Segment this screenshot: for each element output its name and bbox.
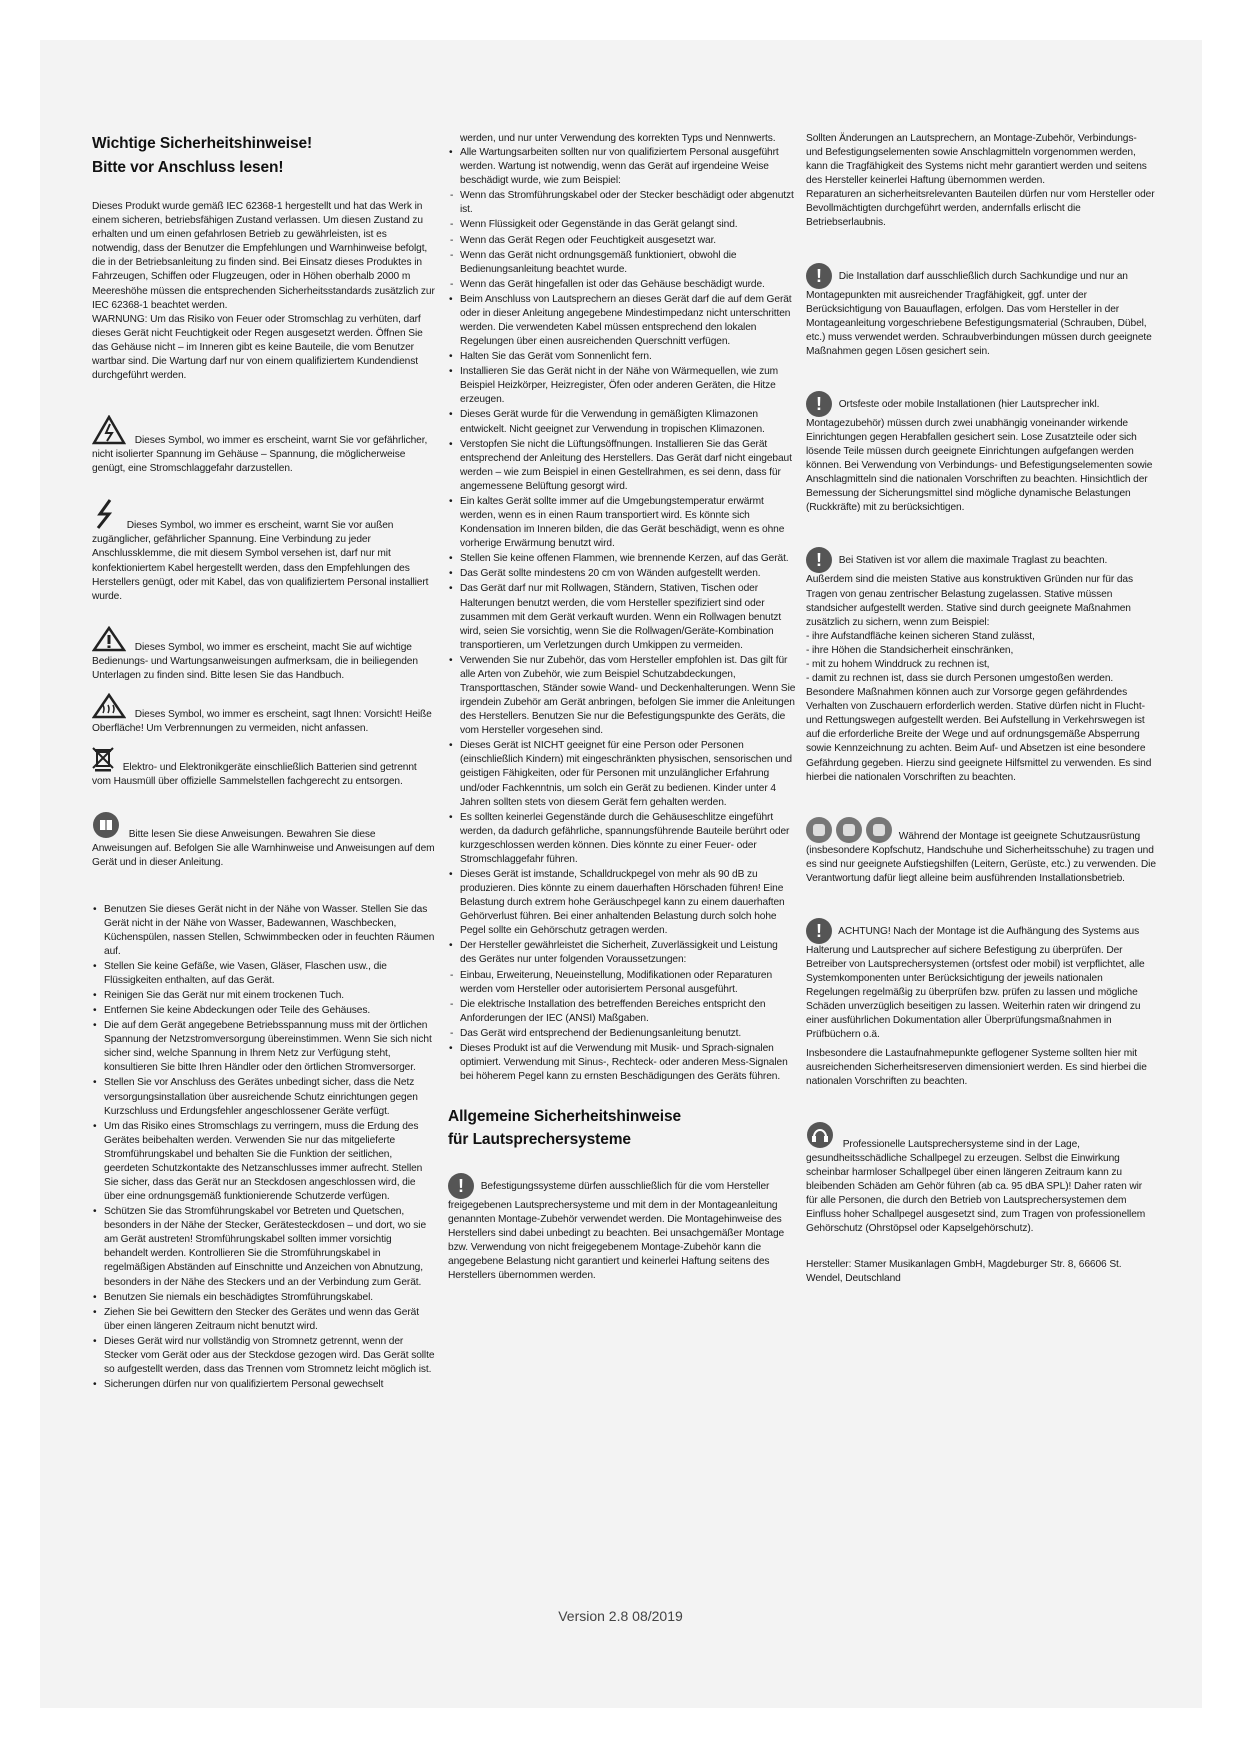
list-item: • Dieses Gerät ist NICHT geeignet für eine Person oder Personen (einschließlich Kindern) mit eingeschränkten physischen, sensorischen und geistigen Fähigkeiten, oder für Personen mit unzulänglicher Erfahrung und/oder Fachkenntnis, um solch ein Gerät zu bedienen. Kinder unter 4 Jahren sollten stets von diesem Gerät fern gehalten werden. bbox=[448, 739, 796, 809]
stand-condition: - ihre Höhen die Standsicherheit einschränken, bbox=[806, 644, 1014, 656]
list-item: • Entfernen Sie keine Abdeckungen oder Teile des Gehäuses. bbox=[92, 1004, 437, 1018]
list-item: • Alle Wartungsarbeiten sollten nur von qualifiziertem Personal ausgeführt werden. Wartung ist notwendig, wenn das Gerät auf irgendeine Weise beschädigt wurde, wie zum Beispiel: bbox=[448, 146, 796, 188]
warning-icon: ! bbox=[806, 391, 832, 417]
conditions-list bbox=[448, 969, 796, 1041]
safety-list-1 bbox=[92, 903, 437, 1393]
inspection-block: ! ACHTUNG! Nach der Montage ist die Aufhängung des Systems aus Halterung und Lautsprecher auf sichere Befestigung zu überprüfen. Der Betreiber von Lautsprechersystemen (ortsfest oder mobil) ist verpflichtet, alle Systemkomponenten unter Berücksichtigung der jeweils nationalen Regelungen regelmäßig zu überprüfen bzw. prüfen zu lassen und mögliche Schäden unverzüglich beseitigen zu lassen. Weiterhin raten wir dringend zu einer ausführlichen Dokumentation aller Überprüfungsmaßnahmen in Prüfbüchern o.ä. bbox=[806, 918, 1156, 1043]
symbol-weee-block: Elektro- und Elektronikgeräte einschließlich Batterien sind getrennt vom Hausmüll über offizielle Sammelstellen fachgerecht zu entsorgen. bbox=[92, 746, 437, 789]
warning-icon: ! bbox=[448, 1173, 474, 1199]
helmet-icon bbox=[806, 817, 832, 843]
hearing-block: Professionelle Lautsprechersysteme sind in der Lage, gesundheitsschädliche Schallpegel zu erzeugen. Selbst die Einwirkung scheinbar harmloser Schallpegel über einen längeren Zeitraum kann zu bleibenden Schäden am Gehör führen (ab ca. 95 dBA SPL)! Daher raten wir für alle Personen, die durch den Betrieb von Lautsprechersystemen dem Einfluss hoher Schallpegel ausgesetzt sind, zum Tragen von professionellem Gehörschutz (Ohrstöpsel oder Kapselgehörschutz). bbox=[806, 1121, 1156, 1237]
list-item: • Die auf dem Gerät angegebene Betriebsspannung muss mit der örtlichen Spannung der Netzstromversorgung übereinstimmen. Wenn Sie sich nicht sicher sind, welche Spannung in Ihrem Netz zur Verfügung steht, konsultieren Sie bitte Ihren Händler oder den örtlichen Stromversorger. bbox=[92, 1019, 437, 1075]
list-item: • Ziehen Sie bei Gewittern den Stecker des Gerätes und wenn das Gerät über einen längeren Zeitraum nicht benutzt wird. bbox=[92, 1306, 437, 1334]
list-item: • Dieses Gerät wird nur vollständig von Stromnetz getrennt, wenn der Stecker vom Gerät oder aus der Steckdose gezogen wird. Das Gerät sollte so aufgestellt werden, dass das Trennen vom Stromnetz leicht möglich ist. bbox=[92, 1335, 437, 1377]
continued-text: werden, und nur unter Verwendung des korrekten Typs und Nennwerts. bbox=[460, 133, 776, 144]
gloves-icon bbox=[866, 817, 892, 843]
symbol-bolt-block: Dieses Symbol, wo immer es erscheint, warnt Sie vor außen zugänglicher, gefährlicher Spannung. Eine Verbindung zu jeder Anschlussklemme, die mit diesem Symbol versehen ist, darf nur mit konfektioniertem Kabel hergestellt werden, dass den Empfehlungen des Herstellers genügt, oder mit Kabel, das von qualifiziertem Personal installiert wurde. bbox=[92, 498, 437, 603]
list-item: • Stellen Sie keine Gefäße, wie Vasen, Gläser, Flaschen usw., die Flüssigkeiten enthalten, auf das Gerät. bbox=[92, 960, 437, 988]
list-item: • Beim Anschluss von Lautsprechern an dieses Gerät darf die auf dem Gerät oder in dieser Anleitung angegebene Mindestimpedanz nicht unterschritten werden. Die verwendeten Kabel müssen entsprechend den lokalen Regelungen über einen ausreichenden Querschnitt verfügen. bbox=[448, 293, 796, 349]
list-item: • Sicherungen dürfen nur von qualifiziertem Personal gewechselt bbox=[92, 1378, 437, 1392]
list-item: - Wenn das Stromführungskabel oder der Stecker beschädigt oder abgenutzt ist. bbox=[448, 189, 796, 217]
warning-paragraph: WARNUNG: Um das Risiko von Feuer oder Stromschlag zu verhüten, darf dieses Gerät nicht Feuchtigkeit oder Regen ausgesetzt werden. Öffnen Sie das Gehäuse nicht – im Inneren gibt es keine Bauteile, die vom Benutzer wartbar sind. Die Wartung darf nur von einem qualifiziertem Kundendienst durchgeführt werden. bbox=[92, 313, 423, 381]
paragraph: Insbesondere die Lastaufnahmepunkte geflogener Systeme sollten hier mit ausreichenden Sicherheitsreserven dimensioniert werden. Es sind hierbei die nationalen Vorschriften zu beachten. bbox=[806, 1047, 1147, 1087]
list-item: • Das Gerät sollte mindestens 20 cm von Wänden aufgestellt werden. bbox=[448, 567, 796, 581]
list-item: • Reinigen Sie das Gerät nur mit einem trockenen Tuch. bbox=[92, 989, 437, 1003]
list-item: • Installieren Sie das Gerät nicht in der Nähe von Wärmequellen, wie zum Beispiel Heizkörper, Heizregister, Öfen oder anderen Geräten, die Hitze erzeugen. bbox=[448, 365, 796, 407]
warning-icon: ! bbox=[806, 918, 832, 944]
column-3 bbox=[806, 132, 1156, 1296]
list-item: - Wenn das Gerät nicht ordnungsgemäß funktioniert, obwohl die Bedienungsanleitung beachtet wurde. bbox=[448, 249, 796, 277]
speaker-safety-heading: Allgemeine Sicherheitshinweise für Lautsprechersysteme bbox=[448, 1108, 682, 1148]
read-manual-icon bbox=[92, 811, 120, 839]
symbol-read-block: Bitte lesen Sie diese Anweisungen. Bewahren Sie diese Anweisungen auf. Befolgen Sie alle Warnhinweise und Anweisungen auf dem Gerät und in dieser Anleitung. bbox=[92, 811, 437, 870]
list-item: • Verwenden Sie nur Zubehör, das vom Hersteller empfohlen ist. Das gilt für alle Arten von Zubehör, wie zum Beispiel Schutzabdeckungen, Transporttaschen, Ständer sowie Wand- und Deckenhalterungen. Wenn Sie irgendein Zubehör am Gerät anbringen, befolgen Sie immer die Anleitungen des Herstellers. Benutzen Sie nur die Befestigungspunkte des Geräts, die vom Hersteller vorgesehen sind. bbox=[448, 654, 796, 738]
installation-block: ! Die Installation darf ausschließlich durch Sachkundige und nur an Montagepunkten mit ausreichender Tragfähigkeit, ggf. unter der Berücksichtigung von Bauauflagen, erfolgen. Das vom Hersteller in der Montageanleitung vorgeschriebene Befestigungsmaterial (Schrauben, Dübel, etc.) muss verwendet werden. Schraubverbindungen müssen durch geeignete Maßnahmen gegen Lösen gesichert sein. bbox=[806, 263, 1156, 359]
list-item: • Stellen Sie keine offenen Flammen, wie brennende Kerzen, auf das Gerät. bbox=[448, 552, 796, 566]
stand-block: ! Bei Stativen ist vor allem die maximale Traglast zu beachten. Außerdem sind die meisten Stative aus konstruktiven Gründen nur für das Tragen von genau zentrischer Belastung zugelassen. Stative müssen standsicher aufgestellt werden. Stative sind durch geeignete Maßnahmen zusätzlich zu sichern, wenn zum Beispiel: bbox=[806, 547, 1156, 629]
stand-condition: - mit zu hohem Winddruck zu rechnen ist, bbox=[806, 658, 990, 670]
lightning-bolt-icon bbox=[92, 498, 118, 530]
list-item: • Dieses Gerät ist imstande, Schalldruckpegel von mehr als 90 dB zu produzieren. Dies könnte zu einem dauerhaften Hörschaden führen! Eine Belastung durch extrem hohe Geräuschpegel kann zu einem dauerhaften Gehörverlust führen. Bei einer anhaltenden Belastung durch solch hohe Pegel sollte ein Gehörschutz getragen werden. bbox=[448, 868, 796, 938]
version-footer: Version 2.8 08/2019 bbox=[558, 1608, 683, 1624]
list-item: • Es sollten keinerlei Gegenstände durch die Gehäuseschlitze eingeführt werden, da dadurch gefährliche, spannungsführende Bauteile berührt oder kurzgeschlossen werden können. Dies könnte zu einer Feuer- oder Stromschlaggefahr führen. bbox=[448, 811, 796, 867]
safety-list-2 bbox=[448, 293, 796, 968]
paragraph: Sollten Änderungen an Lautsprechern, an Montage-Zubehör, Verbindungs- und Befestigungselementen sowie Anschlagmitteln vorgenommen werden, kann die Tragfähigkeit des Systems nicht mehr garantiert werden und seitens des Hersteller keinerlei Haftung übernommen werden. bbox=[806, 133, 1147, 187]
ear-protection-icon bbox=[806, 1121, 834, 1149]
signal-list bbox=[448, 1042, 796, 1084]
list-item: - Das Gerät wird entsprechend der Bedienungsanleitung benutzt. bbox=[448, 1027, 796, 1041]
list-item: • Schützen Sie das Stromführungskabel vor Betreten und Quetschen, besonders in der Nähe der Stecker, Gerätesteckdosen – und dort, wo sie am Gerät austreten! Stromführungskabel sollten immer vorsichtig behandelt werden. Kontrollieren Sie die Stromführungskabel in regelmäßigen Abständen auf Einschnitte und Anzeichen von Abnutzung, besonders in der Nähe des Steckers und an der Verbindung zum Gerät. bbox=[92, 1205, 437, 1289]
hot-surface-icon bbox=[92, 693, 126, 719]
list-item: - Die elektrische Installation des betreffenden Bereiches entspricht den Anforderungen der IEC (ANSI) Maßgaben. bbox=[448, 998, 796, 1026]
list-item: - Einbau, Erweiterung, Neueinstellung, Modifikationen oder Reparaturen werden vom Hersteller oder autorisiertem Personal ausgeführt. bbox=[448, 969, 796, 997]
ppe-block: Während der Montage ist geeignete Schutzausrüstung (insbesondere Kopfschutz, Handschuhe und Sicherheitsschuhe) zu tragen und es sind nur geeignete Aufstiegshilfen (Leitern, Gerüste, etc.) zu verwenden. Die Verantwortung dafür liegt alleine beim ausführenden Installationsbetrieb. bbox=[806, 817, 1156, 886]
symbol-hot-block: Dieses Symbol, wo immer es erscheint, sagt Ihnen: Vorsicht! Heiße Oberfläche! Um Verbrennungen zu vermeiden, nicht anfassen. bbox=[92, 693, 437, 736]
intro-paragraph: Dieses Produkt wurde gemäß IEC 62368-1 hergestellt und hat das Werk in einem sicheren, betriebsfähigen Zustand verlassen. Um diesen Zustand zu erhalten und um einen gefahrlosen Betrieb zu gewährleisten, ist es notwendig, dass der Benutzer die Empfehlungen und Warnhinweise befolgt, die in der Betriebsanleitung zu finden sind. Bei Einsatz dieses Produktes in Fahrzeugen, Schiffen oder Flugzeugen, oder in Höhen oberhalb 2000 m Meereshöhe müssen die entsprechenden Sicherheitsstandards zusätzlich zur IEC 62368-1 beachtet werden. bbox=[92, 201, 435, 311]
weee-bin-icon bbox=[92, 746, 114, 772]
manufacturer-info: Hersteller: Stamer Musikanlagen GmbH, Magdeburger Str. 8, 66606 St. Wendel, Deutschland bbox=[806, 1259, 1122, 1285]
list-item: • Benutzen Sie niemals ein beschädigtes Stromführungskabel. bbox=[92, 1291, 437, 1305]
list-item: • Dieses Produkt ist auf die Verwendung mit Musik- und Sprach-signalen optimiert. Verwendung mit Sinus-, Rechteck- oder anderen Mess-Signalen bei höherem Pegel kann zu ernsten Beschädigungen des Geräts führen. bbox=[448, 1042, 796, 1084]
warning-icon: ! bbox=[806, 547, 832, 573]
list-item: • Um das Risiko eines Stromschlags zu verringern, muss die Erdung des Gerätes beibehalten werden. Verwenden Sie nur das mitgelieferte Stromführungskabel und behalten Sie die Funktion der seitlichen, geerdeten Schutzkontakte des Netzanschlusses immer aufrecht. Stellen Sie sicher, dass das Gerät nur an Steckdosen angeschlossen wird, die über eine ordnungsgemäß funktionierende Schutzerde verfügen. bbox=[92, 1120, 437, 1204]
boots-icon bbox=[836, 817, 862, 843]
warning-icon: ! bbox=[806, 263, 832, 289]
list-item: • Das Gerät darf nur mit Rollwagen, Ständern, Stativen, Tischen oder Halterungen benutzt werden, die vom Hersteller spezifiziert sind oder zusammen mit dem Gerät verkauft wurden. Wenn ein Rollwagen benutzt wird, seien Sie vorsichtig, wenn Sie die Rollwagen/Geräte-Kombination transportieren, um Verletzungen durch Umkippen zu vermeiden. bbox=[448, 582, 796, 652]
hazard-voltage-icon bbox=[92, 415, 126, 445]
list-item: • Dieses Gerät wurde für die Verwendung in gemäßigten Klimazonen entwickelt. Nicht geeignet zur Verwendung in tropischen Klimazonen. bbox=[448, 408, 796, 436]
main-heading: Wichtige Sicherheitshinweise! Bitte vor Anschluss lesen! bbox=[92, 135, 313, 177]
maintenance-list bbox=[448, 146, 796, 188]
exclamation-triangle-icon bbox=[92, 626, 126, 652]
column-1 bbox=[92, 132, 437, 1393]
mount-block: ! Befestigungssysteme dürfen ausschließlich für die vom Hersteller freigegebenen Lautsprechersysteme und mit dem in der Montageanleitung genannten Montage-Zubehör verwendet werden. Die Montagehinweise des Herstellers sind dabei unbedingt zu beachten. Bei unsachgemäßer Montage bzw. Verwendung von nicht freigegebenem Montage-Zubehör kann die angegebene Belastung nicht garantiert und keinerlei Haftung seitens des Herstellers übernommen werden. bbox=[448, 1173, 796, 1283]
list-item: • Der Hersteller gewährleistet die Sicherheit, Zuverlässigkeit und Leistung des Gerätes nur unter folgenden Voraussetzungen: bbox=[448, 939, 796, 967]
stand-condition: - damit zu rechnen ist, dass sie durch Personen umgestoßen werden. bbox=[806, 673, 1114, 685]
stand-condition: - ihre Aufstandfläche keinen sicheren Stand zulässt, bbox=[806, 630, 1035, 642]
symbol-voltage-block: Dieses Symbol, wo immer es erscheint, warnt Sie vor gefährlicher, nicht isolierter Spannung im Gehäuse – Spannung, die möglicherweise genügt, eine Stromschlaggefahr darzustellen. bbox=[92, 415, 437, 476]
list-item: • Ein kaltes Gerät sollte immer auf die Umgebungstemperatur erwärmt werden, wenn es in einen Raum transportiert wird. Es könnte sich Kondensation im Inneren bilden, die das Gerät beschädigt, wenn es ohne vorherige Erwärmung benutzt wird. bbox=[448, 495, 796, 551]
symbol-attention-block: Dieses Symbol, wo immer es erscheint, macht Sie auf wichtige Bedienungs- und Wartungsanweisungen aufmerksam, die in beiliegenden Unterlagen zu finden sind. Bitte lesen Sie das Handbuch. bbox=[92, 626, 437, 683]
column-2 bbox=[448, 132, 796, 1294]
fall-protection-block: ! Ortsfeste oder mobile Installationen (hier Lautsprecher inkl. Montagezubehör) müssen durch zwei unabhängig voneinander wirkende Einrichtungen gegen Herabfallen gesichert sein. Lose Zusatzteile oder sich lösende Teile müssen durch geeignete Einrichtungen aufgefangen werden können. Bei Verwendung von Verbindungs- und Befestigungselementen sowie Anschlagmitteln sind die nationalen Vorschriften zu beachten. Hinsichtlich der Bemessung der Sicherungsmittel sind mögliche dynamische Belastungen (Ruckkräfte) mit zu berücksichtigen. bbox=[806, 391, 1156, 516]
list-item: - Wenn Flüssigkeit oder Gegenstände in das Gerät gelangt sind. bbox=[448, 218, 796, 232]
paragraph: Besondere Maßnahmen können auch zur Vorsorge gegen gefährdendes Verhalten von Zuschauern erforderlich werden. Stative dürfen nicht in Flucht- und Rettungswegen aufgestellt werden. Bei Aufstellung in Verkehrswegen ist auf die erforderliche Breite der Wege und auf ordnungsgemäße Absperrung sowie Kennzeichnung zu achten. Beim Auf- und Absetzen ist eine besondere Gefährdung gegeben. Hierzu sind geeignete Hilfsmittel zu verwenden. Es sind hierbei die nationalen Vorschriften zu beachten. bbox=[806, 687, 1152, 783]
list-item: - Wenn das Gerät hingefallen ist oder das Gehäuse beschädigt wurde. bbox=[448, 278, 796, 292]
paragraph: Reparaturen an sicherheitsrelevanten Bauteilen dürfen nur vom Hersteller oder Bevollmächtigten durchgeführt werden, andernfalls erlischt die Betriebserlaubnis. bbox=[806, 189, 1155, 229]
list-item: • Halten Sie das Gerät vom Sonnenlicht fern. bbox=[448, 350, 796, 364]
list-item: • Stellen Sie vor Anschluss des Gerätes unbedingt sicher, dass die Netz versorgungsinstallation über ausreichende Schutz einrichtungen gegen Kurzschluss und Erdungsfehler angeschlossener Geräte verfügt. bbox=[92, 1076, 437, 1118]
damage-conditions-list bbox=[448, 189, 796, 292]
list-item: • Benutzen Sie dieses Gerät nicht in der Nähe von Wasser. Stellen Sie das Gerät nicht in der Nähe von Wasser, Badewannen, Waschbecken, Küchenspülen, nassen Stellen, Schwimmbecken oder in feuchten Räumen auf. bbox=[92, 903, 437, 959]
list-item: • Verstopfen Sie nicht die Lüftungsöffnungen. Installieren Sie das Gerät entsprechend der Anleitung des Herstellers. Das Gerät darf nicht eingebaut werden – wie zum Beispiel in einen Gestellrahmen, es sei denn, dass für angemessene Belüftung gesorgt wird. bbox=[448, 438, 796, 494]
list-item: - Wenn das Gerät Regen oder Feuchtigkeit ausgesetzt war. bbox=[448, 234, 796, 248]
